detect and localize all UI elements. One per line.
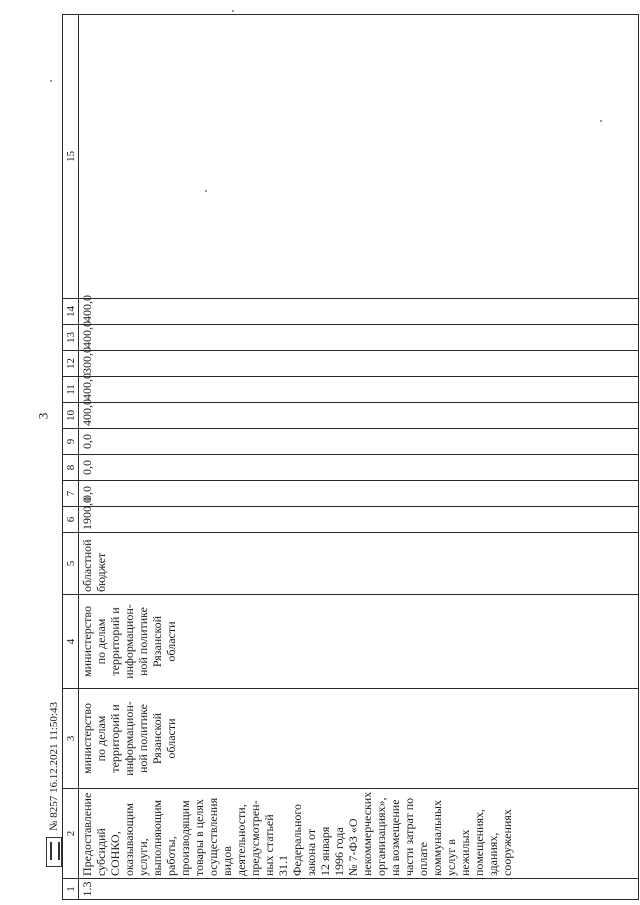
value-cell: 400,0	[79, 299, 639, 325]
header-cell: 11	[63, 377, 79, 403]
header-cell: 1	[63, 879, 79, 900]
text-line: сооружениях	[500, 809, 514, 876]
text-line: № 7-ФЗ «О	[346, 818, 360, 876]
text-line: по делам	[94, 715, 108, 762]
text-line: работы,	[164, 836, 178, 876]
header-cell: 10	[63, 403, 79, 429]
text-line: информацион-	[122, 701, 136, 776]
text-line: бюджет	[94, 552, 108, 592]
table-row	[79, 15, 639, 900]
text-line: видов	[220, 846, 234, 876]
text-line: оказывающим	[122, 803, 136, 876]
text-line: министерство	[80, 703, 94, 774]
header-cell: 9	[63, 429, 79, 455]
text-line: по делам	[94, 618, 108, 665]
value-cell-total: 1900,0	[79, 507, 639, 533]
text-line: ной политике	[136, 703, 150, 774]
value-cell: 0,0	[79, 429, 639, 455]
text-line: министерство	[80, 606, 94, 677]
text-line: осуществления	[206, 797, 220, 876]
value-cell: 400,0	[79, 403, 639, 429]
notes-cell	[79, 15, 639, 299]
text-line: территорий и	[108, 704, 122, 773]
header-cell: 5	[63, 533, 79, 595]
text-line: деятельности,	[234, 804, 248, 876]
executor-cell	[79, 689, 639, 789]
data-table	[62, 14, 639, 900]
text-line: областной	[80, 539, 94, 592]
text-line: части затрат по	[402, 797, 416, 876]
text-line: Федерального	[290, 803, 304, 876]
header-cell: 12	[63, 351, 79, 377]
text-line: услуг в нежилых	[444, 829, 472, 876]
scan-speck	[232, 10, 234, 12]
text-line: ных статьей 31.1	[262, 814, 290, 876]
header-cell: 8	[63, 455, 79, 481]
text-line: коммунальных	[430, 800, 444, 876]
text-line: 12 января	[318, 826, 332, 876]
text-line: СОНКО,	[108, 831, 122, 876]
text-line: помещениях,	[472, 808, 486, 876]
text-line: Предоставление	[80, 792, 94, 876]
header-cell: 3	[63, 689, 79, 789]
budget-source-cell	[79, 533, 639, 595]
administrator-cell	[79, 595, 639, 689]
header-cell: 2	[63, 789, 79, 879]
header-cell: 6	[63, 507, 79, 533]
text-line: субсидий	[94, 828, 108, 876]
rotated-table-container	[62, 35, 639, 900]
text-line: зданиях,	[486, 832, 500, 876]
text-line: оплате	[416, 842, 430, 876]
text-line: 1996 года	[332, 827, 346, 876]
header-cell: 15	[63, 15, 79, 299]
header-cell: 4	[63, 595, 79, 689]
text-line: производящим	[178, 800, 192, 876]
page-number: 3	[35, 412, 51, 420]
header-cell: 14	[63, 299, 79, 325]
text-line: выполняющим	[150, 799, 164, 876]
scan-speck	[50, 80, 52, 82]
measure-name-cell	[79, 789, 639, 879]
text-line: информацион-	[122, 604, 136, 679]
value-cell: 0,0	[79, 481, 639, 507]
text-line: организациях»,	[374, 797, 388, 876]
text-line: на возмещение	[388, 799, 402, 876]
value-cell: 400,0	[79, 377, 639, 403]
text-line: услуги,	[136, 838, 150, 876]
text-line: Рязанской	[150, 712, 164, 765]
stamp-logo-icon	[46, 837, 62, 867]
value-cell: 0,0	[79, 455, 639, 481]
row-number: 1.3	[79, 879, 639, 900]
text-line: территорий и	[108, 607, 122, 676]
text-line: товары в целях	[192, 799, 206, 876]
text-line: предусмотрен-	[248, 800, 262, 876]
text-line: Рязанской	[150, 615, 164, 668]
text-line: ной политике	[136, 606, 150, 677]
text-line: области	[164, 718, 178, 759]
value-cell: 400,0	[79, 325, 639, 351]
registration-stamp	[40, 615, 66, 865]
value-cell: 300,0	[79, 351, 639, 377]
stamp-text: № 8257 16.12.2021 11:50:43	[48, 702, 60, 831]
header-cell: 7	[63, 481, 79, 507]
header-cell: 13	[63, 325, 79, 351]
text-line: некоммерческих	[360, 791, 374, 876]
text-line: области	[164, 621, 178, 662]
text-line: закона от	[304, 828, 318, 876]
